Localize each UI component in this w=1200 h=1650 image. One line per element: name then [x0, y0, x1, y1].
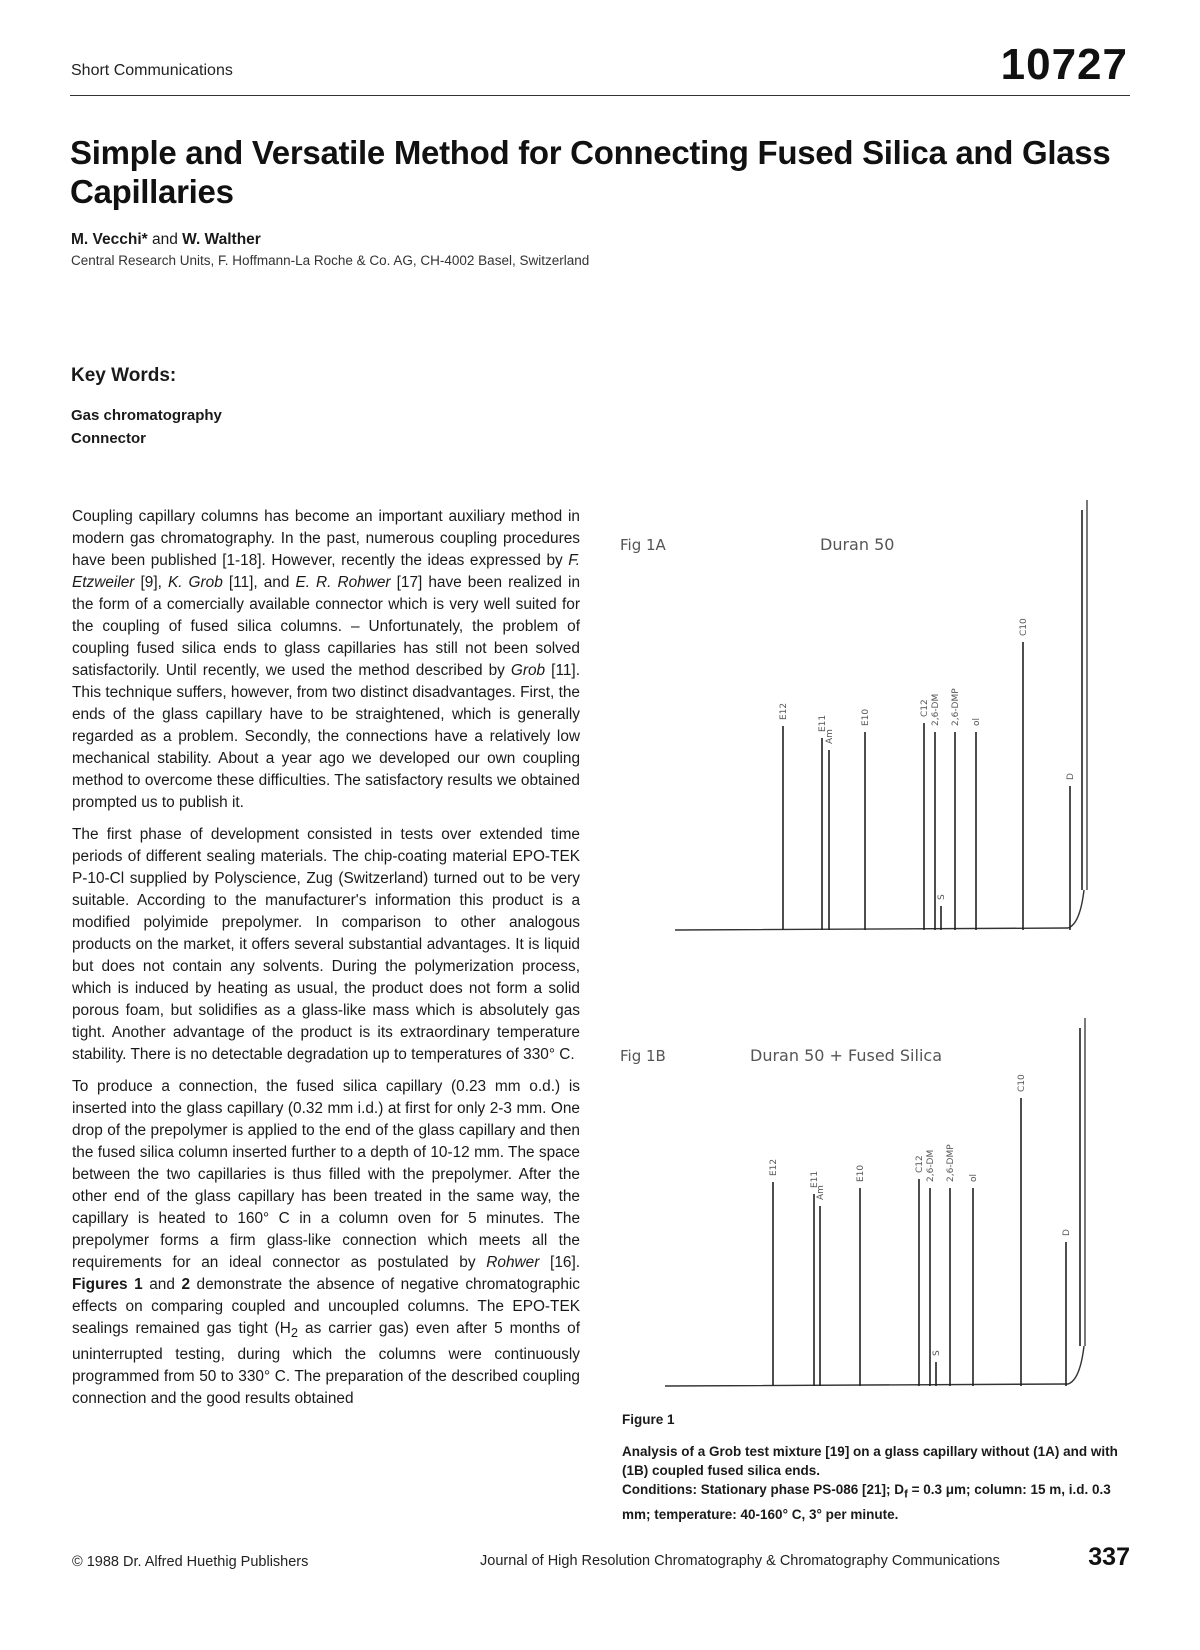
peak-label: C10 — [1017, 1074, 1027, 1092]
fig-1a-title: Duran 50 — [820, 535, 895, 554]
peak-label: E10 — [861, 708, 871, 726]
author-2: W. Walther — [182, 231, 261, 248]
chromatogram-1a-plot — [610, 490, 1130, 950]
fig-1b-label: Fig 1B — [620, 1047, 666, 1065]
keywords-list — [71, 404, 222, 450]
keyword-item: Gas chromatography — [71, 407, 222, 424]
fig-1a-label: Fig 1A — [620, 536, 666, 554]
peak-label: Am — [816, 1185, 826, 1200]
header-rule — [70, 95, 1130, 96]
peak-label: E12 — [779, 702, 789, 720]
peak-label: 2,6-DMP — [946, 1144, 956, 1182]
author-join: and — [147, 231, 183, 248]
peak-label: E12 — [769, 1158, 779, 1176]
journal-name: Journal of High Resolution Chromatography & Chromatography Communications — [480, 1553, 1000, 1569]
peak-label: E11 — [810, 1170, 820, 1188]
caption-line-2: Conditions: Stationary phase PS-086 [21]; $D_f = 0.3$ μm; column: 15 m, i.d. 0.3 mm; temperature: 40-160° C, 3° per minute. — [622, 1482, 1111, 1522]
keywords-heading: Key Words: — [71, 365, 177, 386]
section-label: Short Communications — [71, 62, 233, 79]
page-number: 337 — [1088, 1543, 1130, 1571]
paragraph-3: To produce a connection, the fused silica capillary (0.23 mm o.d.) is inserted into the glass capillary (0.32 mm i.d.) at first for only 2-3 mm. One drop of the prepolymer is applied to the end of the glass capillary and then the fused silica column inserted further to a depth of 10-12 mm. The space between the two capillaries is thus filled with the prepolymer. After the other end of the glass capillary has been treated in the same way, the capillary is heated to 160° C in a column oven for 5 minutes. The prepolymer forms a firm glass-like connection which meets all the requirements for an ideal connector as postulated by Rohwer [16]. Figures 1 and 2 demonstrate the absence of negative chromatographic effects on comparing coupled and uncoupled columns. The EPO-TEK sealings remained gas tight ($H_2$ as carrier gas) even after 5 months of uninterrupted testing, during which the columns were continuously programmed from 50 to 330° C. The preparation of the described coupling connection and the good results obtained — [72, 1078, 580, 1408]
peaks-1a — [675, 500, 1087, 930]
article-title: Simple and Versatile Method for Connecting Fused Silica and Glass Capillaries — [70, 134, 1111, 210]
affiliation: Central Research Units, F. Hoffmann-La Roche & Co. AG, CH-4002 Basel, Switzerland — [71, 253, 590, 268]
peak-label: C12 — [920, 699, 930, 717]
copyright: © 1988 Dr. Alfred Huethig Publishers — [72, 1554, 309, 1570]
peak-label: ol — [969, 1173, 979, 1182]
peak-label: S — [937, 894, 947, 900]
paragraph-2: The first phase of development consisted in tests over extended time periods of different sealing materials. The chip-coating material EPO-TEK P-10-Cl supplied by Polyscience, Zug (Switzerland) turned out to be very suitable. According to the manufacturer's information this product is a modified polyimide prepolymer. In comparison to other analogous products on the market, it offers several substantial advantages. It is liquid but does not contain any solvents. During the polymerization process, which is induced by heating as usual, the product does not form a solid porous foam, but solidifies as a glass-like mass which is absolutely gas tight. Another advantage of the product is its extraordinary temperature stability. There is no detectable degradation up to temperatures of 330° C. — [72, 826, 580, 1063]
chromatogram-1b-plot — [610, 1008, 1130, 1408]
peak-label: C10 — [1019, 618, 1029, 636]
peak-label: D — [1062, 1229, 1072, 1236]
figure-caption — [622, 1442, 1142, 1524]
peaks-1b — [665, 1018, 1085, 1386]
peak-label: 2,6-DM — [931, 693, 941, 726]
peak-label: 2,6-DM — [926, 1149, 936, 1182]
authors — [71, 231, 261, 249]
keyword-item: Connector — [71, 430, 146, 447]
article-code: 10727 — [1000, 40, 1128, 89]
peak-label: ol — [972, 717, 982, 726]
body-text — [72, 506, 580, 1420]
chromatogram-1b — [610, 1008, 1130, 1408]
peak-label: 2,6-DMP — [951, 688, 961, 726]
author-1: M. Vecchi* — [71, 231, 148, 248]
paragraph-1: Coupling capillary columns has become an important auxiliary method in modern gas chromatography. In the past, numerous coupling procedures have been published [1-18]. However, recently the ideas expressed by F. Etzweiler [9], K. Grob [11], and E. R. Rohwer [17] have been realized in the form of a comercially available connector which is very well suited for the coupling of fused silica columns. – Unfortunately, the problem of coupling fused silica ends to glass capillaries has still not been solved satisfactorily. Until recently, we used the method described by Grob [11]. This technique suffers, however, from two distinct disadvantages. First, the ends of the glass capillary have to be straightened, which is generally regarded as a problem. Secondly, the connections have a relatively low mechanical stability. About a year ago we developed our own coupling method to overcome these difficulties. The satisfactory results we obtained prompted us to publish it. — [72, 508, 580, 811]
figure-label: Figure 1 — [622, 1412, 675, 1427]
peak-label: D — [1066, 773, 1076, 780]
fig-1b-title: Duran 50 + Fused Silica — [750, 1046, 942, 1065]
caption-line-1: Analysis of a Grob test mixture [19] on a glass capillary without (1A) and with (1B) coupled fused silica ends. — [622, 1444, 1118, 1478]
peak-label: C12 — [915, 1155, 925, 1173]
peak-label: E10 — [856, 1164, 866, 1182]
peak-label: Am — [825, 729, 835, 744]
peak-label: S — [932, 1350, 942, 1356]
chromatogram-1a — [610, 490, 1130, 950]
peak-label: E11 — [818, 714, 828, 732]
